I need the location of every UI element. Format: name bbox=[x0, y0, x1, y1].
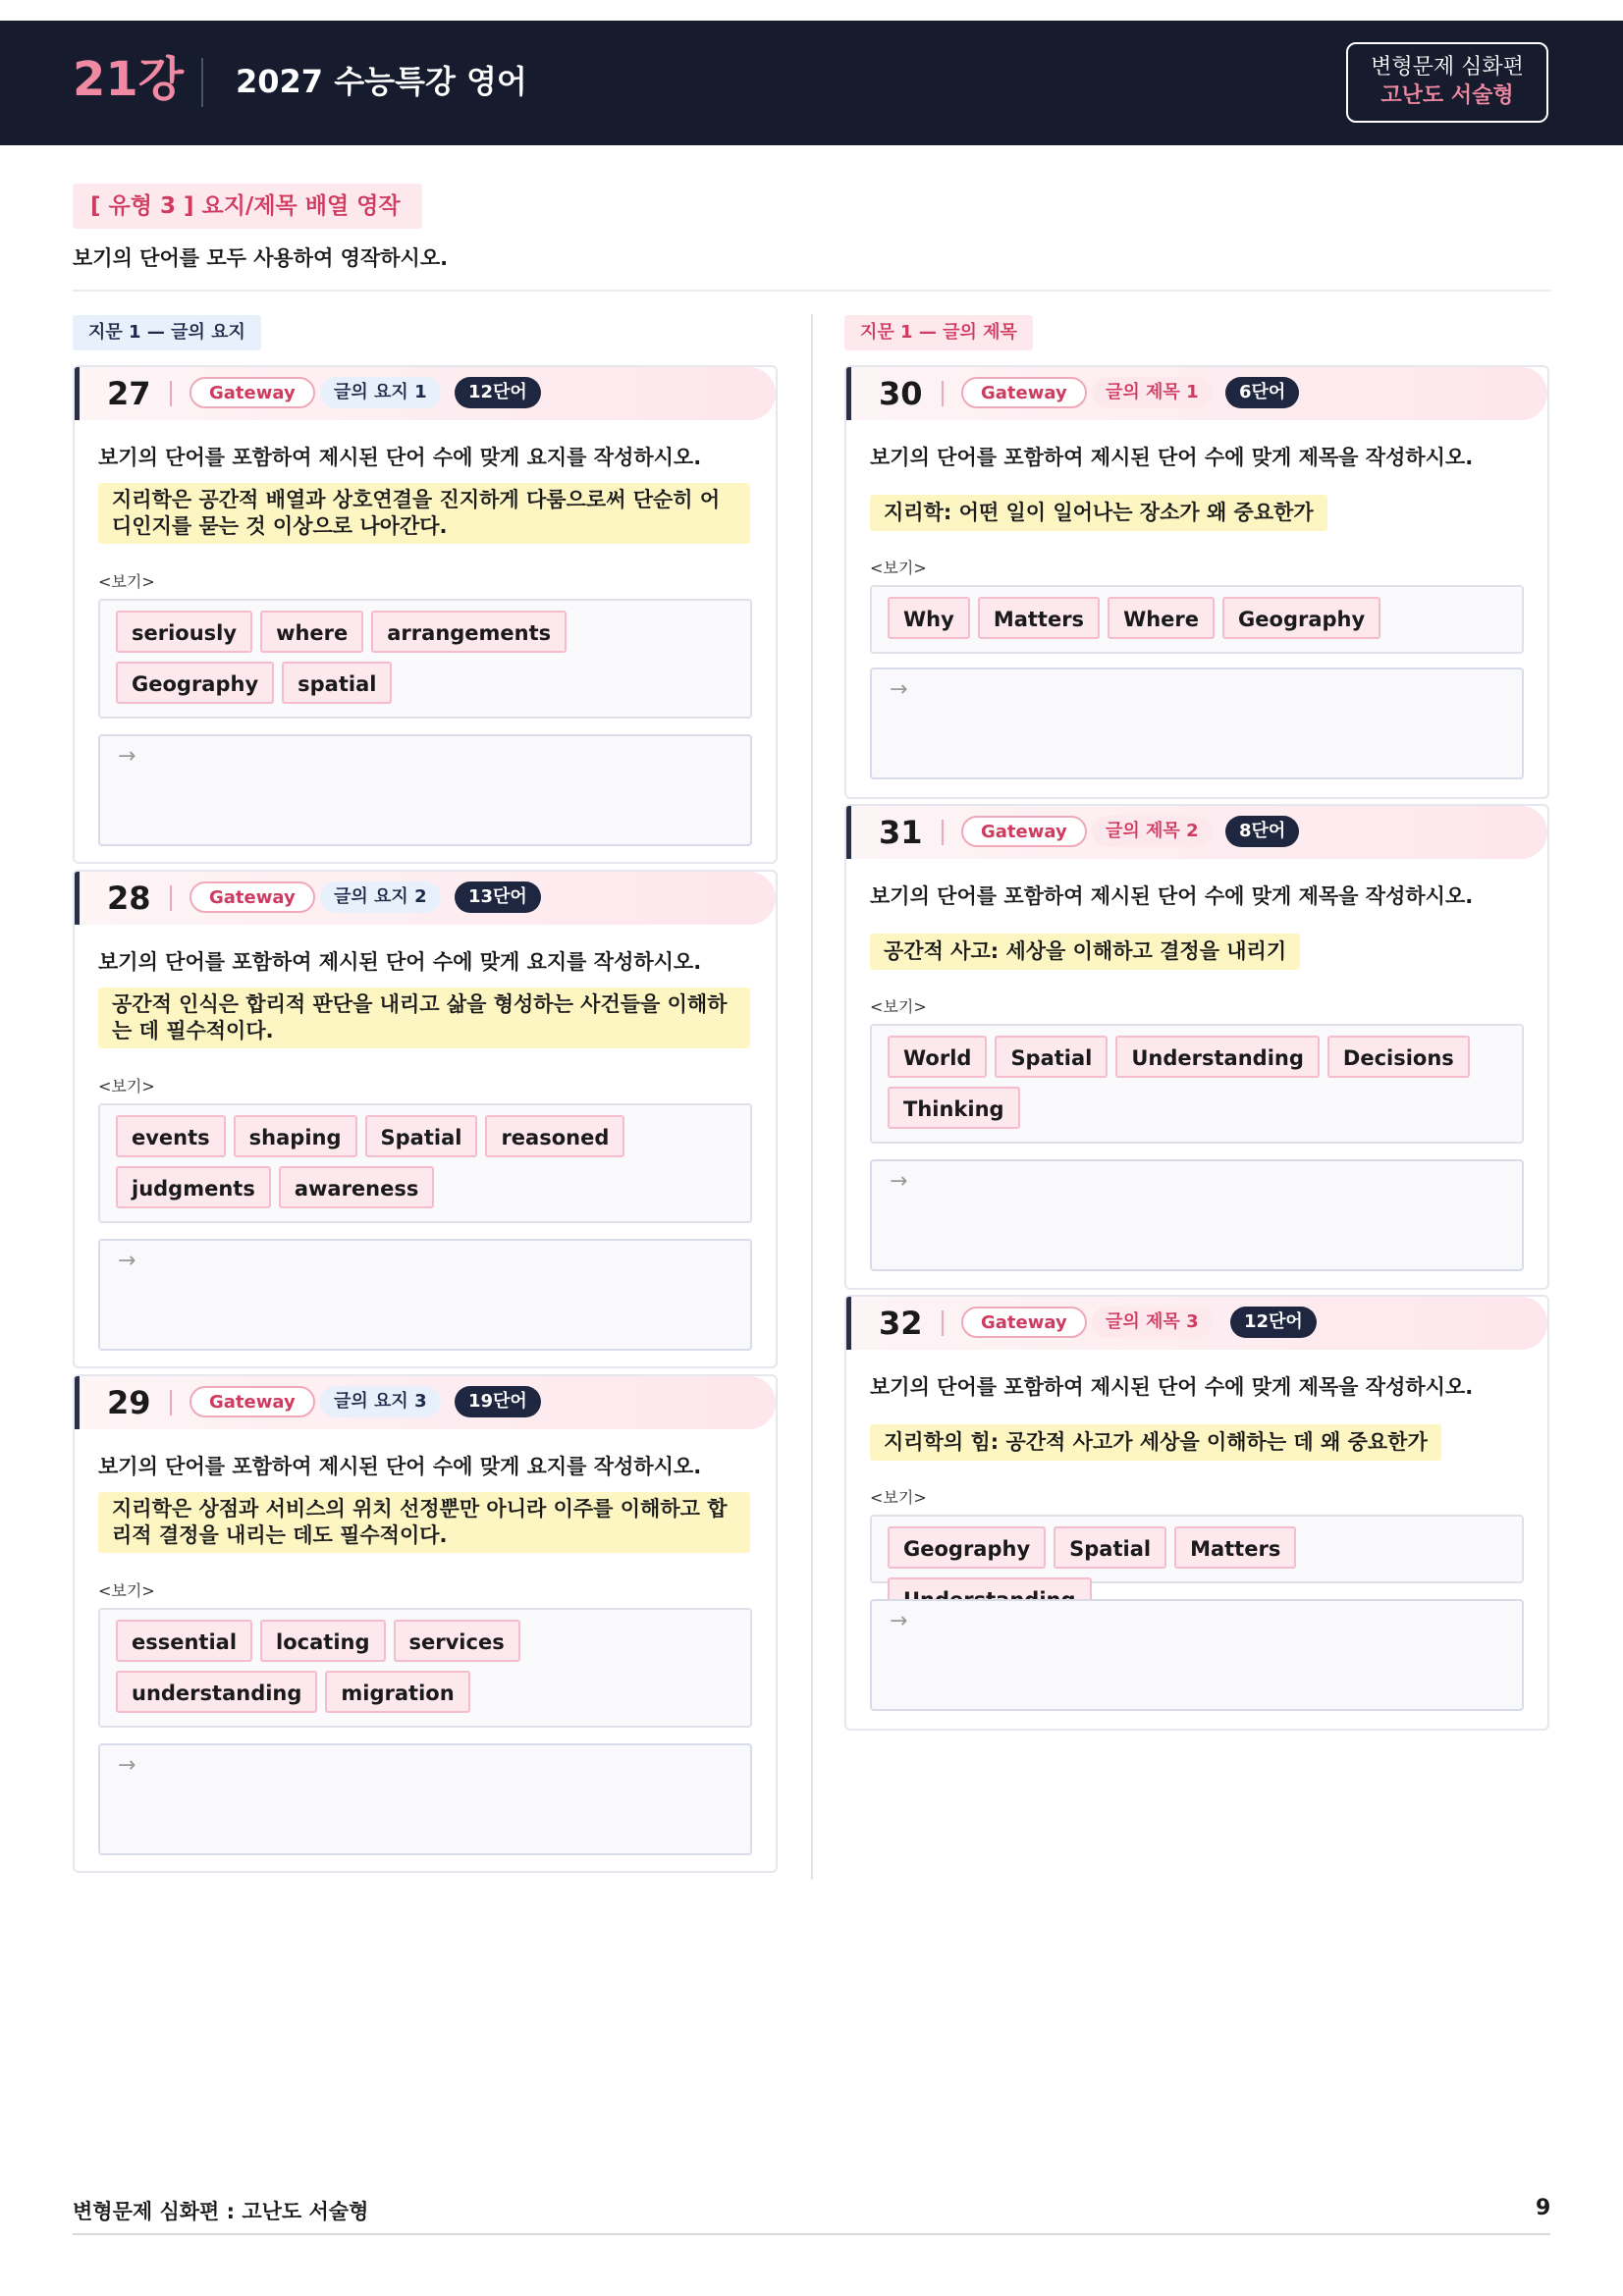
question-card-31 bbox=[844, 804, 1549, 1290]
gateway-badge: Gateway bbox=[961, 816, 1087, 847]
page-title: 2027 수능특강 영어 bbox=[236, 63, 527, 100]
question-tag: 글의 요지 1 bbox=[320, 377, 441, 408]
question-number: 29 bbox=[107, 1384, 151, 1421]
gateway-badge: Gateway bbox=[961, 377, 1087, 408]
hint-text: 지리학: 어떤 일이 일어나는 장소가 왜 중요한가 bbox=[870, 495, 1327, 531]
word-bank-label: <보기> bbox=[870, 1488, 927, 1507]
question-number: 28 bbox=[107, 880, 151, 917]
column-divider bbox=[811, 314, 813, 1880]
word-chip: World bbox=[888, 1036, 987, 1078]
question-number: 32 bbox=[879, 1305, 923, 1342]
header-separator bbox=[942, 820, 944, 845]
word-chip: judgments bbox=[116, 1166, 271, 1208]
question-header bbox=[846, 806, 1547, 859]
arrow-icon: → bbox=[890, 1169, 908, 1194]
word-bank bbox=[870, 1024, 1524, 1144]
word-chip: where bbox=[260, 611, 363, 653]
footer-title: 변형문제 심화편 : 고난도 서술형 bbox=[73, 2200, 369, 2223]
word-chip: migration bbox=[325, 1671, 469, 1713]
answer-box[interactable] bbox=[98, 1239, 752, 1351]
word-bank-label: <보기> bbox=[98, 1077, 155, 1095]
section-divider bbox=[73, 290, 1550, 292]
word-bank-label: <보기> bbox=[98, 1581, 155, 1600]
answer-box[interactable] bbox=[98, 1743, 752, 1855]
question-tag: 글의 제목 3 bbox=[1092, 1307, 1213, 1338]
footer-divider bbox=[73, 2233, 1550, 2235]
word-chip: arrangements bbox=[371, 611, 567, 653]
word-count-badge: 19단어 bbox=[455, 1386, 541, 1417]
header-separator bbox=[942, 1310, 944, 1336]
section-type-label: [ 유형 3 ] 요지/제목 배열 영작 bbox=[73, 184, 422, 229]
question-tag: 글의 요지 3 bbox=[320, 1386, 441, 1417]
word-bank-label: <보기> bbox=[870, 997, 927, 1016]
answer-box[interactable] bbox=[870, 667, 1524, 779]
header-separator bbox=[170, 885, 172, 911]
header-separator bbox=[170, 381, 172, 406]
answer-box[interactable] bbox=[870, 1599, 1524, 1711]
word-chip: Spatial bbox=[1054, 1526, 1166, 1569]
question-tag: 글의 제목 2 bbox=[1092, 816, 1213, 847]
question-instruction: 보기의 단어를 포함하여 제시된 단어 수에 맞게 제목을 작성하시오. bbox=[870, 446, 1474, 469]
question-card-30 bbox=[844, 365, 1549, 799]
word-chip: Matters bbox=[978, 597, 1100, 639]
word-count-badge: 8단어 bbox=[1225, 816, 1299, 847]
question-number: 31 bbox=[879, 814, 923, 851]
arrow-icon: → bbox=[890, 677, 908, 702]
arrow-icon: → bbox=[890, 1609, 908, 1633]
answer-box[interactable] bbox=[98, 734, 752, 846]
word-bank bbox=[870, 1515, 1524, 1583]
word-chip: Why bbox=[888, 597, 970, 639]
word-count-badge: 12단어 bbox=[455, 377, 541, 408]
arrow-icon: → bbox=[118, 1249, 136, 1273]
word-chip: Thinking bbox=[888, 1087, 1020, 1129]
word-bank bbox=[98, 1103, 752, 1223]
word-chip: Decisions bbox=[1327, 1036, 1470, 1078]
word-chip: seriously bbox=[116, 611, 252, 653]
word-bank-label: <보기> bbox=[98, 572, 155, 591]
edition-badge-line2: 고난도 서술형 bbox=[1380, 82, 1514, 108]
gateway-badge: Gateway bbox=[189, 377, 315, 408]
page-header bbox=[0, 21, 1623, 145]
question-header bbox=[846, 367, 1547, 420]
page-number: 9 bbox=[1536, 2196, 1551, 2220]
lesson-number: 21강 bbox=[73, 52, 185, 107]
question-card-28 bbox=[73, 870, 778, 1368]
question-header bbox=[846, 1297, 1547, 1350]
word-chip: spatial bbox=[282, 662, 392, 704]
hint-text: 공간적 인식은 합리적 판단을 내리고 삶을 형성하는 사건들을 이해하는 데 필수적이다. bbox=[98, 988, 750, 1048]
question-header bbox=[75, 872, 776, 925]
word-chip: Matters bbox=[1174, 1526, 1296, 1569]
question-card-32 bbox=[844, 1295, 1549, 1731]
word-chip: Geography bbox=[888, 1526, 1046, 1569]
gateway-badge: Gateway bbox=[961, 1307, 1087, 1338]
word-chip: reasoned bbox=[485, 1115, 624, 1157]
left-column-label: 지문 1 — 글의 요지 bbox=[73, 315, 261, 350]
arrow-icon: → bbox=[118, 744, 136, 769]
word-chip: Geography bbox=[116, 662, 274, 704]
question-tag: 글의 요지 2 bbox=[320, 881, 441, 913]
question-header bbox=[75, 1376, 776, 1429]
word-chip: understanding bbox=[116, 1671, 317, 1713]
question-card-29 bbox=[73, 1374, 778, 1873]
word-chip: services bbox=[394, 1620, 520, 1662]
hint-text: 지리학의 힘: 공간적 사고가 세상을 이해하는 데 왜 중요한가 bbox=[870, 1424, 1441, 1461]
gateway-badge: Gateway bbox=[189, 881, 315, 913]
word-chip: Understanding bbox=[1115, 1036, 1320, 1078]
question-number: 30 bbox=[879, 375, 923, 412]
word-chip: events bbox=[116, 1115, 226, 1157]
edition-badge-line1: 변형문제 심화편 bbox=[1371, 55, 1524, 80]
question-instruction: 보기의 단어를 포함하여 제시된 단어 수에 맞게 요지를 작성하시오. bbox=[98, 1455, 702, 1478]
question-card-27 bbox=[73, 365, 778, 864]
gateway-badge: Gateway bbox=[189, 1386, 315, 1417]
header-divider bbox=[201, 58, 203, 107]
word-chip: Spatial bbox=[365, 1115, 478, 1157]
question-tag: 글의 제목 1 bbox=[1092, 377, 1213, 408]
header-separator bbox=[942, 381, 944, 406]
hint-text: 지리학은 공간적 배열과 상호연결을 진지하게 다룸으로써 단순히 어디인지를 묻는 것 이상으로 나아간다. bbox=[98, 483, 750, 544]
word-count-badge: 6단어 bbox=[1225, 377, 1299, 408]
word-chip: awareness bbox=[279, 1166, 435, 1208]
hint-text: 지리학은 상점과 서비스의 위치 선정뿐만 아니라 이주를 이해하고 합리적 결정을 내리는 데도 필수적이다. bbox=[98, 1492, 750, 1553]
right-column-label: 지문 1 — 글의 제목 bbox=[844, 315, 1033, 350]
question-header bbox=[75, 367, 776, 420]
question-instruction: 보기의 단어를 포함하여 제시된 단어 수에 맞게 요지를 작성하시오. bbox=[98, 950, 702, 974]
question-instruction: 보기의 단어를 포함하여 제시된 단어 수에 맞게 요지를 작성하시오. bbox=[98, 446, 702, 469]
question-instruction: 보기의 단어를 포함하여 제시된 단어 수에 맞게 제목을 작성하시오. bbox=[870, 884, 1474, 908]
word-bank-label: <보기> bbox=[870, 559, 927, 577]
word-bank bbox=[98, 599, 752, 719]
word-chip: Spatial bbox=[995, 1036, 1108, 1078]
section-instruction: 보기의 단어를 모두 사용하여 영작하시오. bbox=[73, 246, 449, 270]
header-separator bbox=[170, 1390, 172, 1415]
edition-badge bbox=[1346, 42, 1548, 123]
question-instruction: 보기의 단어를 포함하여 제시된 단어 수에 맞게 제목을 작성하시오. bbox=[870, 1375, 1474, 1399]
word-count-badge: 12단어 bbox=[1230, 1307, 1317, 1338]
question-number: 27 bbox=[107, 375, 151, 412]
word-chip: Where bbox=[1108, 597, 1215, 639]
answer-box[interactable] bbox=[870, 1159, 1524, 1271]
word-bank bbox=[870, 585, 1524, 654]
word-chip: locating bbox=[260, 1620, 385, 1662]
hint-text: 공간적 사고: 세상을 이해하고 결정을 내리기 bbox=[870, 934, 1300, 970]
word-chip: shaping bbox=[234, 1115, 357, 1157]
word-chip: Geography bbox=[1222, 597, 1380, 639]
word-count-badge: 13단어 bbox=[455, 881, 541, 913]
word-bank bbox=[98, 1608, 752, 1728]
arrow-icon: → bbox=[118, 1753, 136, 1778]
word-chip: essential bbox=[116, 1620, 252, 1662]
